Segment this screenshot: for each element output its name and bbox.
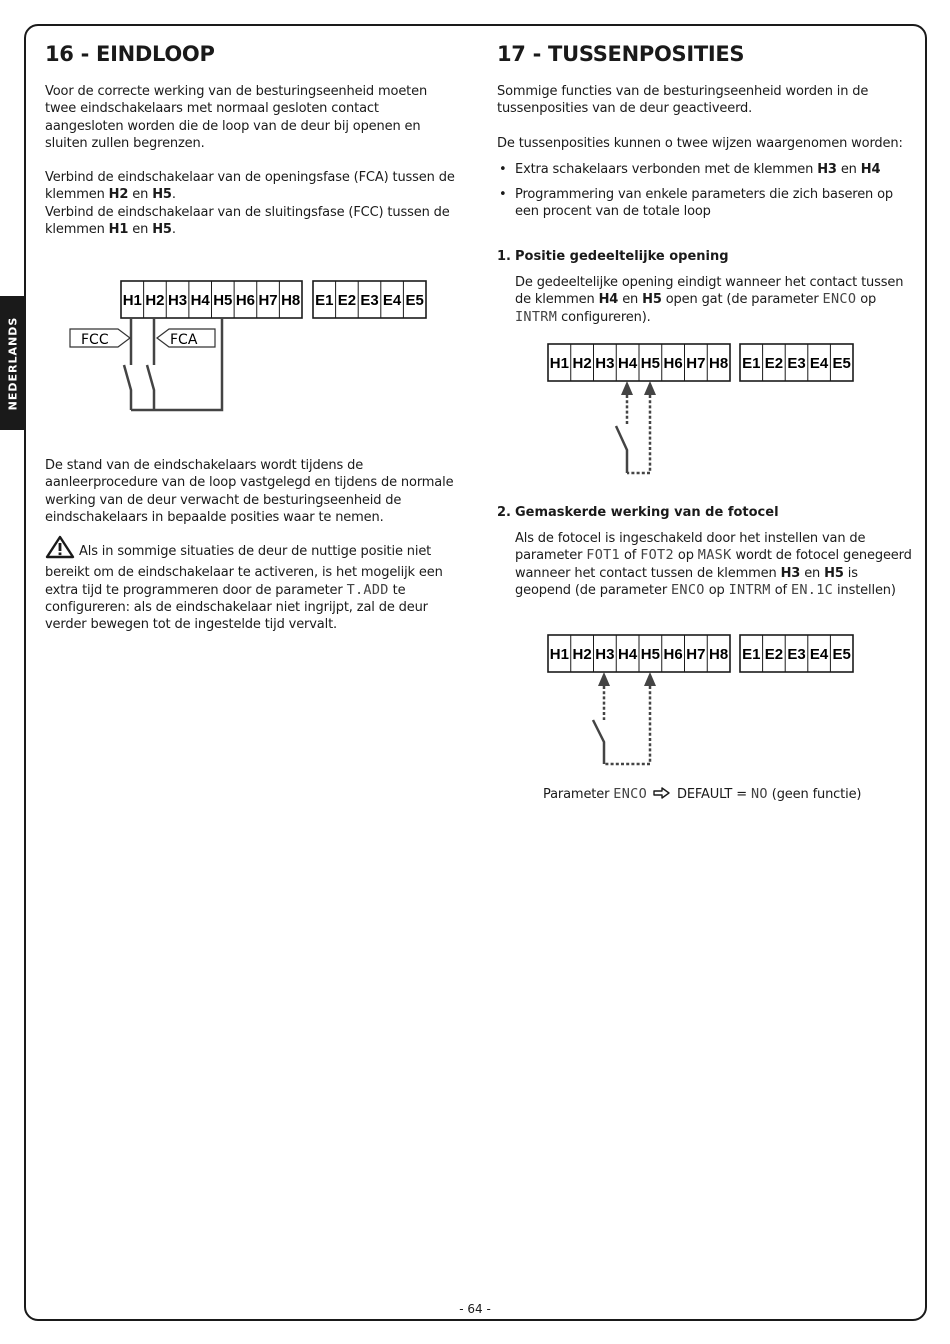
partial-opening-text: De gedeeltelijke opening eindigt wanneer het contact tussen de klemmen H4 en H5 open gat (de parameter ENCO op INTRM configureren). [515, 275, 904, 325]
language-tab-label: NEDERLANDS [6, 316, 19, 410]
masked-photocell-wires [593, 672, 656, 764]
partial-opening-wires [616, 381, 656, 473]
terminal-h7: H7 [686, 646, 706, 663]
terminal-h2: H2 [145, 292, 165, 309]
h-terminal-block-partial-opening [548, 344, 730, 381]
e-terminal-block [313, 281, 426, 318]
terminal-h5: H5 [640, 646, 660, 663]
terminal-h8: H8 [709, 355, 729, 372]
terminal-e4: E4 [809, 355, 829, 372]
terminal-e3: E3 [787, 646, 806, 663]
fca-label-box [157, 329, 215, 348]
masked-photocell-heading: 2. Gemaskerde werking van de fotocel [497, 505, 779, 520]
terminal-h2: H2 [572, 355, 592, 372]
section-16-fca-instruction: Verbind de eindschakelaar van de openingsfase (FCA) tussen de klemmen H2 en H5. Verbind de eindschakelaar van de sluitingsfase (FCC) tussen de klemmen H1 en H5. [45, 170, 455, 238]
page-number: - 64 - [459, 1302, 491, 1316]
terminal-e2: E2 [337, 292, 357, 309]
section-17-intro: Sommige functies van de besturingseenheid worden in de tussenposities van de deur geactiveerd. [497, 84, 869, 117]
terminal-h5: H5 [213, 292, 233, 309]
terminal-h1: H1 [122, 292, 142, 309]
masked-photocell-text: Als de fotocel is ingeschakeld door het instellen van de parameter FOT1 of FOT2 op MASK wordt de fotocel genegeerd wanneer het contact tussen de klemmen H3 en H5 is geopend (de parameter ENCO op INTRM of EN.1C instellen) [515, 531, 912, 598]
terminal-h4: H4 [618, 355, 638, 372]
terminal-e4: E4 [382, 292, 402, 309]
terminal-h8: H8 [709, 646, 729, 663]
terminal-h3: H3 [595, 646, 615, 663]
masked-photocell-section [497, 504, 912, 599]
terminal-h6: H6 [235, 292, 256, 309]
terminal-h7: H7 [258, 292, 278, 309]
fcc-label: FCC [81, 332, 109, 348]
terminal-e1: E1 [742, 646, 761, 663]
warning-icon [45, 535, 75, 564]
terminal-e2: E2 [764, 646, 784, 663]
partial-opening-heading: 1. Positie gedeeltelijke opening [497, 249, 729, 264]
terminal-h8: H8 [281, 292, 301, 309]
terminal-e2: E2 [764, 355, 784, 372]
terminal-h5: H5 [640, 355, 660, 372]
terminal-e1: E1 [742, 355, 761, 372]
terminal-e1: E1 [315, 292, 334, 309]
terminal-h7: H7 [686, 355, 706, 372]
terminal-h6: H6 [663, 355, 683, 372]
terminal-e4: E4 [809, 646, 829, 663]
section-16-detection: De stand van de eindschakelaars wordt tijdens de aanleerprocedure van de loop vastgelegd en tijdens de normale werking van de deur verwacht de besturingseenheid de eindschakelaars in bepaalde posities waar te nemen. [45, 458, 454, 525]
encore-default-line: Parameter ENCO DEFAULT = NO (geen functie) [543, 786, 903, 804]
fcc-label-box [70, 329, 130, 348]
terminal-h2: H2 [572, 646, 592, 663]
list-item: • Programmering van enkele parameters die zich baseren op een procent van de totale loop [497, 186, 912, 221]
terminal-h3: H3 [167, 292, 188, 309]
terminal-h4: H4 [618, 646, 638, 663]
h-terminal-block-masked-photocell [548, 635, 730, 672]
param-t-add: T.ADD [346, 581, 389, 598]
e-terminal-block-partial-opening [740, 344, 853, 381]
fca-label: FCA [170, 332, 198, 348]
terminal-h3: H3 [595, 355, 615, 372]
terminal-e5: E5 [832, 355, 851, 372]
terminal-e5: E5 [405, 292, 424, 309]
terminal-e3: E3 [787, 355, 806, 372]
partial-opening-section [497, 248, 912, 326]
h-terminal-block [121, 281, 302, 318]
section-16-title: 16 - EINDLOOP [45, 42, 215, 66]
section-16-warning: Als in sommige situaties de deur de nuttige positie niet bereikt om de eindschakelaar te activeren, is het mogelijk een extra tijd te programmeren door de parameter T.ADD te configureren: als de eindschakelaar niet ingrijpt, zal de deur verder bewegen tot de ingestelde tijd vervalt. [45, 535, 465, 633]
terminal-h1: H1 [549, 646, 569, 663]
terminal-e3: E3 [360, 292, 379, 309]
section-17-title: 17 - TUSSENPOSITIES [497, 42, 745, 66]
section-17 [497, 40, 912, 229]
terminal-h1: H1 [549, 355, 569, 372]
section-17-method-list [497, 161, 912, 221]
list-item: • Extra schakelaars verbonden met de klemmen H3 en H4 [497, 161, 912, 178]
terminal-e5: E5 [832, 646, 851, 663]
terminal-h6: H6 [663, 646, 683, 663]
section-17-methods: De tussenposities kunnen o twee wijzen waargenomen worden: [497, 135, 903, 151]
terminal-h4: H4 [190, 292, 210, 309]
e-terminal-block-masked-photocell [740, 635, 853, 672]
section-16-intro: Voor de correcte werking van de besturingseenheid moeten twee eindschakelaars met normaal gesloten contact aangesloten worden die de loop van de deur bij openen en sluiten zullen begrenzen. [45, 84, 428, 151]
arrow-right-icon [653, 787, 671, 804]
